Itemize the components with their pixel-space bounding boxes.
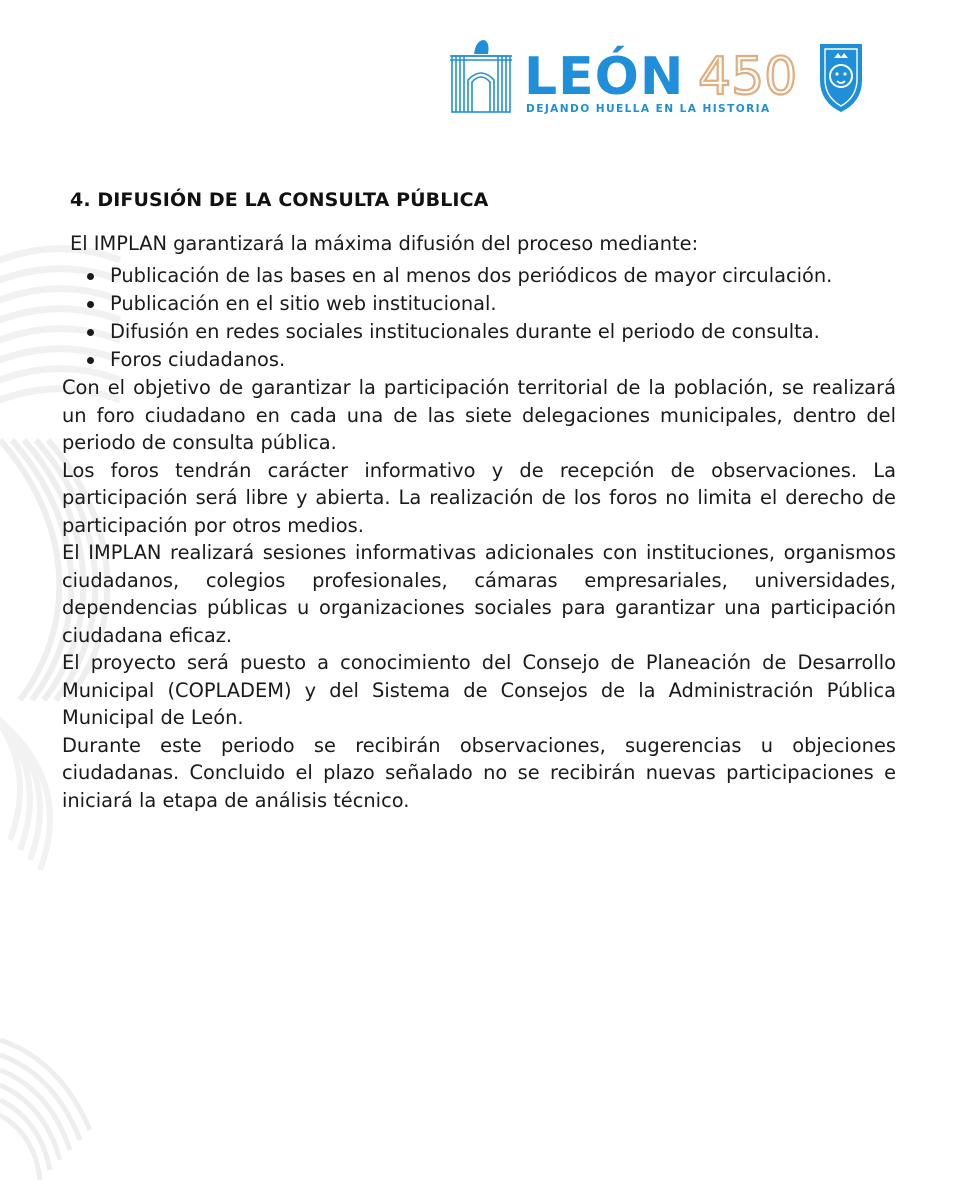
- paragraph-observations-period: Durante este periodo se recibirán observaciones, sugerencias u objeciones ciudadanas. Concluido el plazo señalado no se recibirán nuevas participaciones e iniciará la etapa de análisis técnico.: [62, 733, 896, 812]
- logo-tagline: DEJANDO HUELLA EN LA HISTORIA: [526, 103, 771, 115]
- paragraph-forums-character: Los foros tendrán carácter informativo y de recepción de observaciones. La participación será libre y abierta. La realización de los foros no limita el derecho de participación por otros medios.: [62, 458, 896, 537]
- leon-450-logo: [448, 32, 868, 118]
- list-item: Publicación en el sitio web institucional.: [110, 290, 896, 318]
- list-item: Foros ciudadanos.: [110, 346, 896, 374]
- document-body: [62, 182, 896, 814]
- paragraph-forums-territorial: Con el objetivo de garantizar la participación territorial de la población, se realizará un foro ciudadano en cada una de las siete delegaciones municipales, dentro del periodo de consulta pública.: [62, 376, 896, 454]
- paragraph-information-sessions: El IMPLAN realizará sesiones informativas adicionales con instituciones, organismos ciudadanos, colegios profesionales, cámaras empresariales, universidades, dependencias públicas u organizaciones sociales para garantizar una participación ciudadana eficaz.: [62, 541, 896, 647]
- list-item: Difusión en redes sociales institucionales durante el periodo de consulta.: [110, 318, 896, 346]
- lion-statue-icon: [474, 40, 489, 54]
- list-item: Publicación de las bases en al menos dos periódicos de mayor circulación.: [110, 262, 896, 290]
- arch-icon: [450, 56, 512, 112]
- logo-word: LEÓN: [524, 47, 685, 107]
- paragraph-copladem: El proyecto será puesto a conocimiento del Consejo de Planeación de Desarrollo Municipal (COPLADEM) y del Sistema de Consejos de la Administración Pública Municipal de León.: [62, 651, 896, 729]
- logo-number: 450: [698, 47, 798, 107]
- section-title: 4. DIFUSIÓN DE LA CONSULTA PÚBLICA: [70, 189, 489, 211]
- shield-crest-icon: [820, 44, 862, 112]
- section-intro: El IMPLAN garantizará la máxima difusión del proceso mediante:: [70, 232, 699, 255]
- diffusion-list: [62, 262, 896, 374]
